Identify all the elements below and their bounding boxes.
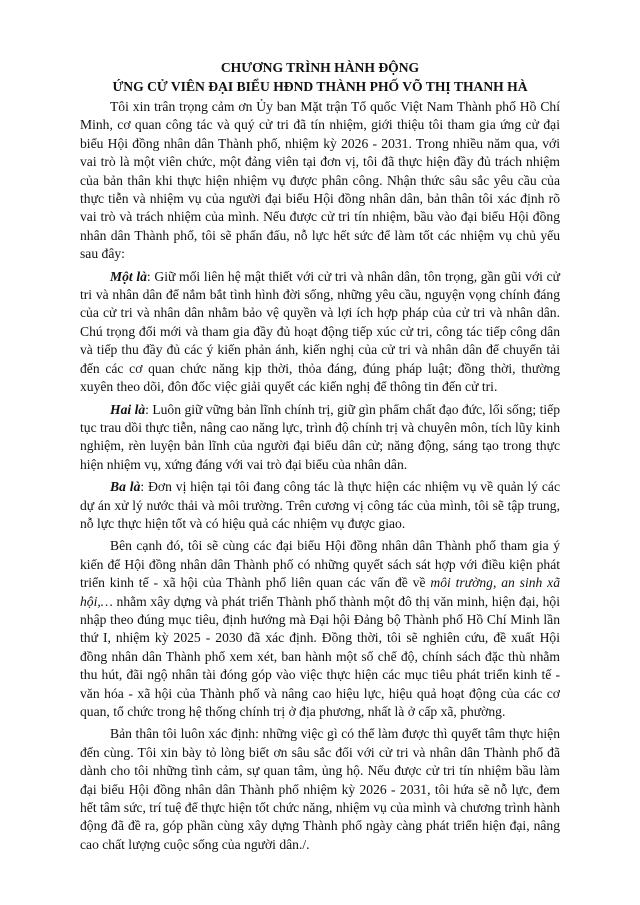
intro-paragraph: Tôi xin trân trọng cảm ơn Ủy ban Mặt trận Tổ quốc Việt Nam Thành phố Hồ Chí Minh, cơ quan công tác và quý cử tri đã tín nhiệm, giới thiệu tôi tham gia ứng cử đại biểu Hội đồng nhân dân Thành phố, nhiệm kỳ 2026 - 2031. Trong nhiều năm qua, với vai trò là một viên chức, một đảng viên tại đơn vị, tôi đã thực hiện đầy đủ trách nhiệm của bản thân khi thực hiện nhiệm vụ được phân công. Nhận thức sâu sắc yêu cầu của thực tiễn và nhiệm vụ của người đại biểu Hội đồng nhân dân, bản thân tôi xác định rõ vai trò và trách nhiệm của mình. Nếu được cử tri tín nhiệm, bầu vào đại biểu Hội đồng nhân dân Thành phố, tôi sẽ phấn đấu, nỗ lực hết sức để làm tốt các nhiệm vụ chủ yếu sau đây: bbox=[80, 99, 560, 262]
item-three-text: : Đơn vị hiện tại tôi đang công tác là thực hiện các nhiệm vụ về quản lý các dự án xử lý nước thải và môi trường. Trên cương vị công tác của mình, tôi sẽ tập trung, nỗ lực thực hiện tốt và có hiệu quả các nhiệm vụ được giao. bbox=[80, 479, 560, 531]
item-three-paragraph bbox=[80, 478, 560, 533]
item-two-lead: Hai là bbox=[110, 401, 146, 417]
item-two-paragraph bbox=[80, 401, 560, 475]
item-one-paragraph bbox=[80, 268, 560, 397]
contribution-italic: môi trường, an sinh xã hội,… bbox=[80, 575, 560, 609]
closing-paragraph: Bản thân tôi luôn xác định: những việc gì có thể làm được thì quyết tâm thực hiện đến cùng. Tôi xin bày tỏ lòng biết ơn sâu sắc đối với cử tri và nhân dân Thành phố đã dành cho tôi những tình cảm, sự quan tâm, ủng hộ. Nếu được cử tri tín nhiệm bầu làm đại biểu Hội đồng nhân dân Thành phố nhiệm kỳ 2026 - 2031, tôi hứa sẽ nỗ lực, đem hết tâm sức, trí tuệ để thực hiện tốt chức năng, nhiệm vụ của mình và chương trình hành động đã đề ra, góp phần cùng xây dựng Thành phố ngày càng phát triển hiện đại, nâng cao chất lượng cuộc sống của người dân./. bbox=[80, 726, 560, 852]
item-one-lead: Một là bbox=[110, 268, 147, 284]
item-one-text: : Giữ mối liên hệ mật thiết với cử tri và nhân dân, tôn trọng, gần gũi với cử tri và nhân dân để nắm bắt tình hình đời sống, những yêu cầu, nguyện vọng chính đáng của cử tri và nhân dân nhằm bảo vệ quyền và lợi ích hợp pháp của cử tri và nhân dân. Chú trọng đổi mới và tham gia đầy đủ hoạt động tiếp xúc cử tri, công tác tiếp công dân và tiếp thu đầy đủ các ý kiến phản ánh, kiến nghị của cử tri và nhân dân để chuyển tải đến các cơ quan chức năng kịp thời, thỏa đáng, đúng pháp luật; đồng thời, thường xuyên theo dõi, đôn đốc việc giải quyết các kiến nghị để thông tin đến cử tri. bbox=[80, 268, 560, 395]
contribution-text-a: Bên cạnh đó, tôi sẽ cùng các đại biểu Hội đồng nhân dân Thành phố tham gia ý kiến để Hội đồng nhân dân Thành phố có những quyết sách sát hợp với điều kiện phát triển kinh tế - xã hội của Thành phố liên quan các vấn đề về bbox=[80, 538, 560, 591]
document-subtitle: ỨNG CỬ VIÊN ĐẠI BIỂU HĐND THÀNH PHỐ VÕ THỊ THANH HÀ bbox=[112, 79, 528, 94]
item-two-text: : Luôn giữ vững bản lĩnh chính trị, giữ gìn phẩm chất đạo đức, lối sống; tiếp tục trau dồi thực tiễn, nâng cao năng lực, trình độ chính trị và chuyên môn, tích lũy kinh nghiệm, rèn luyện bản lĩnh của người đại biểu dân cử; năng động, sáng tạo trong thực hiện nhiệm vụ, xứng đáng với vai trò đại biểu của nhân dân. bbox=[80, 401, 560, 472]
contribution-text-b: nhằm xây dựng và phát triển Thành phố thành một đô thị văn minh, hiện đại, hội nhập theo đúng mục tiêu, định hướng mà Đại hội Đảng bộ Thành phố Hồ Chí Minh lần thứ I, nhiệm kỳ 2025 - 2030 đã xác định. Đồng thời, tôi sẽ nghiên cứu, đề xuất Hội đồng nhân dân Thành phố xem xét, ban hành một số chế độ, chính sách đặc thù nhằm thu hút, đãi ngộ nhân tài đóng góp vào việc thực hiện các mục tiêu phát triển kinh tế - văn hóa - xã hội của Thành phố và nâng cao hiệu lực, hiệu quả hoạt động của các cơ quan, tổ chức trong hệ thống chính trị ở địa phương, nhất là ở cấp xã, phường. bbox=[80, 593, 560, 719]
contribution-paragraph bbox=[80, 537, 560, 721]
item-three-lead: Ba là bbox=[110, 479, 141, 495]
document-title: CHƯƠNG TRÌNH HÀNH ĐỘNG bbox=[220, 60, 420, 75]
